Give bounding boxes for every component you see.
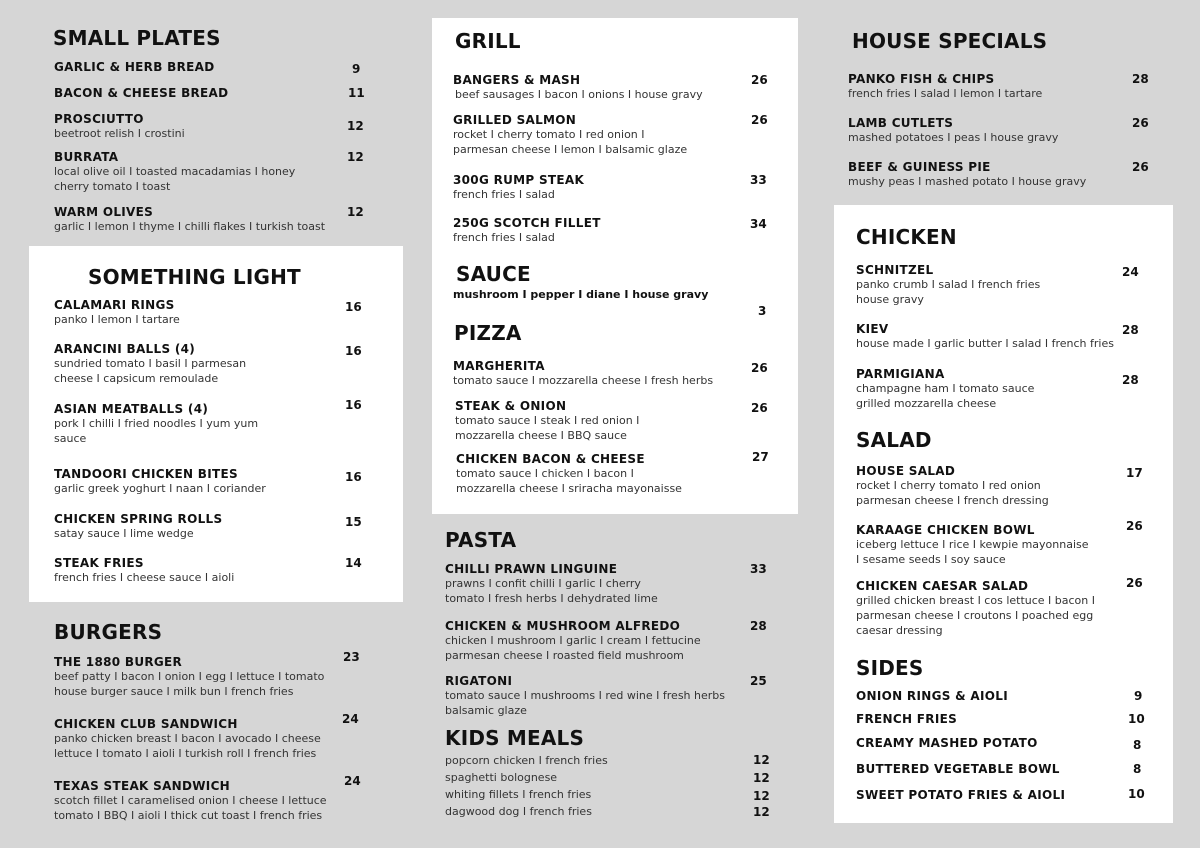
item-name: PROSCIUTTO [54,112,144,126]
item-description: scotch fillet I caramelised onion I cheese I lettuce [54,794,327,807]
item-description-line-2: house gravy [856,293,924,306]
item-price: 12 [347,150,364,164]
item-description: house made I garlic butter I salad I french fries [856,337,1114,350]
item-description-line-2: I sesame seeds I soy sauce [856,553,1006,566]
item-price: 34 [750,217,767,231]
item-description-line-2: cheese I capsicum remoulade [54,372,219,385]
item-name: STEAK FRIES [54,556,144,570]
item-description-line-2: parmesan cheese I french dressing [856,494,1049,507]
item-description-line-2: parmesan cheese I lemon I balsamic glaze [453,143,688,156]
menu-item [856,464,1156,508]
menu-item [54,205,364,234]
item-description: prawns I confit chilli I garlic I cherry [445,577,641,590]
item-description: garlic greek yoghurt I naan I coriander [54,482,266,495]
item-description: mashed potatoes I peas I house gravy [848,131,1059,144]
item-description: champagne ham I tomato sauce [856,382,1035,395]
item-name: SCHNITZEL [856,263,934,277]
item-description: panko crumb I salad I french fries [856,278,1041,291]
item-description-line-2: tomato I BBQ I aioli I thick cut toast I french fries [54,809,323,822]
menu-item [848,160,1148,189]
item-description: tomato sauce I steak I red onion I [455,414,640,427]
menu-item [54,86,365,100]
section-title-chicken: CHICKEN [856,225,957,249]
item-name: TANDOORI CHICKEN BITES [54,467,238,481]
item-name: ASIAN MEATBALLS (4) [54,402,209,416]
kids-item: dagwood dog I french fries [445,805,592,818]
menu-item [856,263,1156,307]
menu-item [856,712,1156,726]
sauce-price: 3 [758,304,767,318]
item-description-line-2: parmesan cheese I roasted field mushroom [445,649,684,662]
menu-item [445,674,775,718]
kids-item: spaghetti bolognese [445,771,558,784]
section-title-sauce: SAUCE [456,262,531,286]
item-price: 16 [345,300,362,314]
item-price: 26 [1132,160,1149,174]
item-name: HOUSE SALAD [856,464,956,478]
item-name: CHICKEN SPRING ROLLS [54,512,223,526]
item-description: tomato sauce I mushrooms I red wine I fresh herbs [445,689,726,702]
menu-item [54,774,361,823]
item-name: GRILLED SALMON [453,113,577,127]
item-price: 28 [750,619,767,633]
item-description: iceberg lettuce I rice I kewpie mayonnaise [856,538,1089,551]
item-price: 15 [345,515,362,529]
menu-item [856,519,1156,567]
item-name: PANKO FISH & CHIPS [848,72,995,86]
item-description: grilled chicken breast I cos lettuce I bacon I [856,594,1096,607]
item-name: BANGERS & MASH [453,73,581,87]
item-description: beef patty I bacon I onion I egg I lettuce I tomato [54,670,325,683]
item-description-line-2: parmesan cheese I croutons I poached egg [856,609,1094,622]
item-name: WARM OLIVES [54,205,154,219]
item-description-line-3: caesar dressing [856,624,943,637]
item-name: ONION RINGS & AIOLI [856,689,1008,703]
item-price: 9 [352,62,361,76]
section-title-grill: GRILL [455,29,521,53]
menu-item [856,736,1156,750]
menu-item [856,322,1156,351]
item-description: rocket I cherry tomato I red onion [856,479,1041,492]
item-name: KARAAGE CHICKEN BOWL [856,523,1035,537]
menu-item [54,650,360,699]
section-title-burgers: BURGERS [54,620,163,644]
menu-item [455,399,775,443]
item-name: RIGATONI [445,674,513,688]
item-name: BURRATA [54,150,119,164]
section-title-kids-meals: KIDS MEALS [445,726,585,750]
kids-item-price: 12 [753,771,770,785]
item-name: CHICKEN & MUSHROOM ALFREDO [445,619,681,633]
item-description: panko I lemon I tartare [54,313,180,326]
item-name: CHILLI PRAWN LINGUINE [445,562,618,576]
item-name: MARGHERITA [453,359,545,373]
menu-item [856,788,1156,802]
item-price: 12 [347,119,364,133]
section-title-pasta: PASTA [445,528,517,552]
item-price: 11 [348,86,365,100]
item-price: 28 [1122,323,1139,337]
item-description-line-2: house burger sauce I milk bun I french fries [54,685,294,698]
kids-item-price: 12 [753,805,770,819]
section-title-salad: SALAD [856,428,932,452]
section-title-pizza: PIZZA [454,321,522,345]
item-name: CHICKEN BACON & CHEESE [456,452,645,466]
item-price: 10 [1128,787,1145,801]
item-description: panko chicken breast I bacon I avocado I cheese [54,732,321,745]
item-price: 8 [1133,762,1142,776]
menu-item [54,112,364,141]
item-price: 8 [1133,738,1142,752]
menu-item [456,452,776,496]
menu-item [856,367,1156,411]
menu-item [54,150,364,194]
item-price: 26 [751,401,768,415]
item-price: 26 [1132,116,1149,130]
item-name: CHICKEN CAESAR SALAD [856,579,1029,593]
item-description: tomato sauce I chicken I bacon I [456,467,634,480]
item-description: mushy peas I mashed potato I house gravy [848,175,1087,188]
item-name: CREAMY MASHED POTATO [856,736,1038,750]
item-name: STEAK & ONION [455,399,567,413]
item-price: 26 [1126,576,1143,590]
item-description: tomato sauce I mozzarella cheese I fresh herbs [453,374,714,387]
item-description: local olive oil I toasted macadamias I honey [54,165,296,178]
menu-item [54,512,360,541]
item-price: 33 [750,173,767,187]
menu-item [54,342,360,386]
menu-item [453,359,773,388]
item-name: CHICKEN CLUB SANDWICH [54,717,238,731]
item-description-line-2: grilled mozzarella cheese [856,397,997,410]
item-name: BUTTERED VEGETABLE BOWL [856,762,1060,776]
menu-item [856,762,1156,776]
item-price: 9 [1134,689,1143,703]
menu-item [453,216,773,245]
item-price: 16 [345,398,362,412]
menu-item [54,467,360,496]
menu-item [54,398,362,446]
kids-item: popcorn chicken I french fries [445,754,608,767]
item-price: 14 [345,556,362,570]
item-price: 24 [1122,265,1139,279]
menu-item [453,173,773,202]
item-description: sundried tomato I basil I parmesan [54,357,247,370]
item-description-line-2: tomato I fresh herbs I dehydrated lime [445,592,658,605]
item-name: 250G SCOTCH FILLET [453,216,601,230]
menu-item [54,298,360,327]
item-name: BACON & CHEESE BREAD [54,86,229,100]
item-name: THE 1880 BURGER [54,655,183,669]
item-description-line-2: mozzarella cheese I BBQ sauce [455,429,627,442]
item-description-line-2: cherry tomato I toast [54,180,171,193]
item-description: satay sauce I lime wedge [54,527,194,540]
item-price: 26 [751,73,768,87]
item-name: BEEF & GUINESS PIE [848,160,991,174]
item-description: chicken I mushroom I garlic I cream I fettucine [445,634,701,647]
item-name: SWEET POTATO FRIES & AIOLI [856,788,1066,802]
item-price: 16 [345,470,362,484]
section-title-small-plates: SMALL PLATES [53,26,221,50]
menu-item [453,113,773,157]
item-price: 26 [751,361,768,375]
menu-item [856,689,1156,703]
menu-item [54,556,360,585]
item-price: 28 [1132,72,1149,86]
item-name: TEXAS STEAK SANDWICH [54,779,231,793]
item-description: beef sausages I bacon I onions I house gravy [455,88,703,101]
item-price: 26 [1126,519,1143,533]
item-price: 16 [345,344,362,358]
item-description-line-2: balsamic glaze [445,704,527,717]
item-name: LAMB CUTLETS [848,116,954,130]
item-price: 23 [343,650,360,664]
item-description-line-2: mozzarella cheese I sriracha mayonaisse [456,482,682,495]
item-description: french fries I cheese sauce I aioli [54,571,235,584]
item-price: 12 [347,205,364,219]
item-price: 26 [751,113,768,127]
kids-item-price: 12 [753,789,770,803]
item-description: french fries I salad [453,231,555,244]
item-price: 25 [750,674,767,688]
menu-item [445,562,775,606]
item-price: 10 [1128,712,1145,726]
section-title-sides: SIDES [856,656,924,680]
item-price: 24 [344,774,361,788]
kids-item-price: 12 [753,753,770,767]
item-name: PARMIGIANA [856,367,945,381]
item-description: rocket I cherry tomato I red onion I [453,128,645,141]
menu-item [856,576,1156,638]
item-description-line-2: lettuce I tomato I aioli I turkish roll I french fries [54,747,317,760]
section-title-something-light: SOMETHING LIGHT [88,265,301,289]
item-price: 24 [342,712,359,726]
item-price: 28 [1122,373,1139,387]
section-title-house-specials: HOUSE SPECIALS [852,29,1048,53]
item-description: french fries I salad [453,188,555,201]
menu-item [453,73,773,102]
item-name: CALAMARI RINGS [54,298,175,312]
menu-item [54,60,360,74]
item-price: 17 [1126,466,1143,480]
menu-item [848,72,1148,101]
sauce-options: mushroom I pepper I diane I house gravy [453,288,709,301]
menu-item [445,619,775,663]
item-description: pork I chilli I fried noodles I yum yum [54,417,259,430]
item-name: GARLIC & HERB BREAD [54,60,215,74]
item-price: 33 [750,562,767,576]
item-name: FRENCH FRIES [856,712,958,726]
item-description: beetroot relish I crostini [54,127,185,140]
item-name: ARANCINI BALLS (4) [54,342,196,356]
kids-item: whiting fillets I french fries [445,788,592,801]
item-description: garlic I lemon I thyme I chilli flakes I turkish toast [54,220,326,233]
menu-item [848,116,1148,145]
item-name: 300G RUMP STEAK [453,173,585,187]
item-name: KIEV [856,322,889,336]
item-price: 27 [752,450,769,464]
item-description: french fries I salad I lemon I tartare [848,87,1043,100]
item-description-line-2: sauce [54,432,87,445]
menu-item [54,712,360,761]
